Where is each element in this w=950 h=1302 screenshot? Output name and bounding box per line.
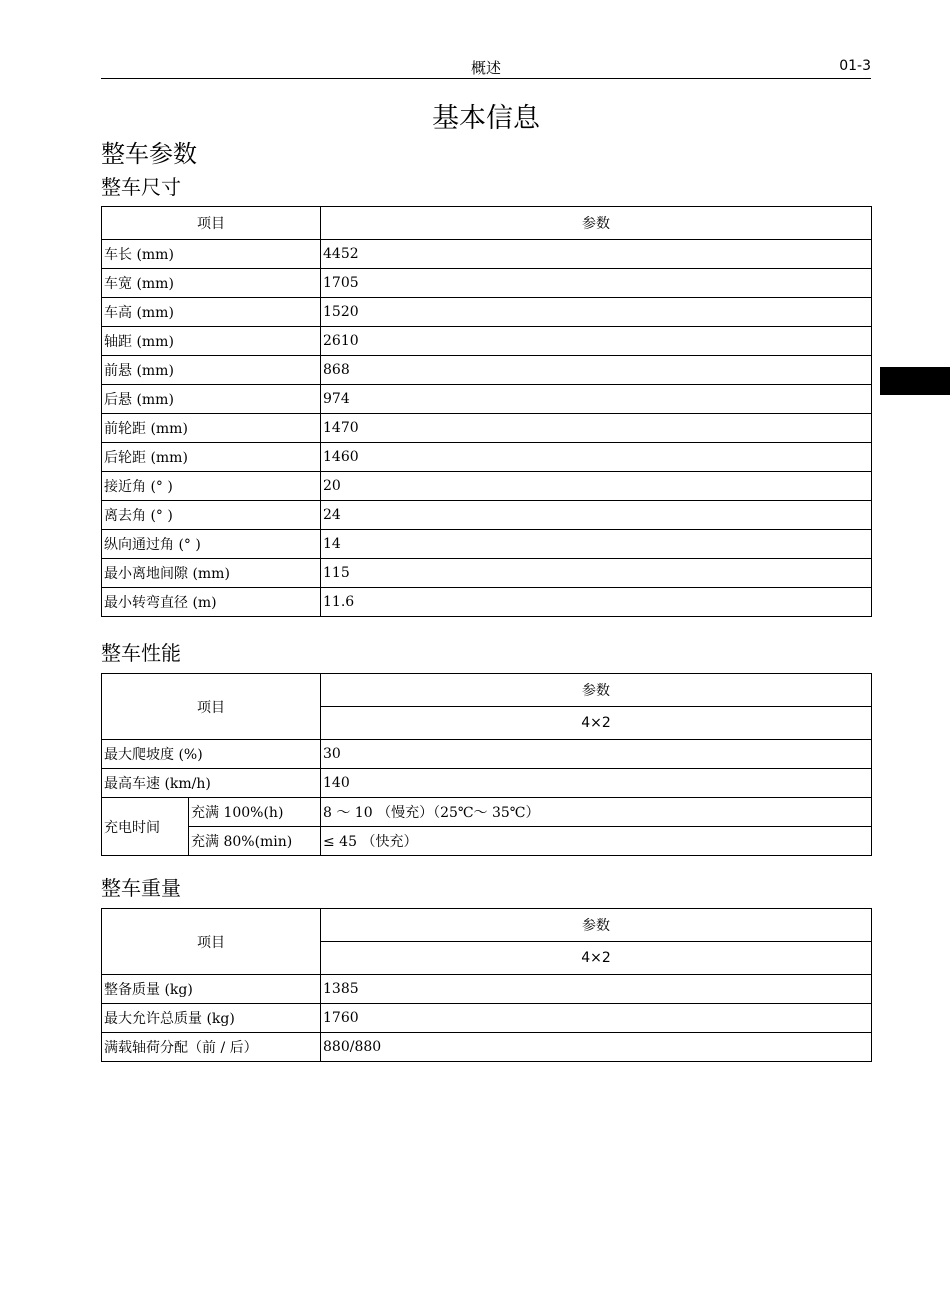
table-row — [102, 740, 872, 769]
row-value: 30 — [321, 740, 872, 769]
col-param-header: 参数 — [321, 909, 872, 942]
col-drive-header: 4×2 — [321, 707, 872, 740]
table-row — [102, 298, 872, 327]
row-item: 接近角 (° ) — [102, 472, 321, 501]
row-value: 2610 — [321, 327, 872, 356]
row-item: 最小转弯直径 (m) — [102, 588, 321, 617]
dimensions-table — [101, 206, 872, 617]
row-item: 前悬 (mm) — [102, 356, 321, 385]
row-item: 车宽 (mm) — [102, 269, 321, 298]
row-item: 后轮距 (mm) — [102, 443, 321, 472]
col-item-header: 项目 — [102, 207, 321, 240]
col-item-header: 项目 — [102, 674, 321, 740]
table-row — [102, 327, 872, 356]
row-value: 20 — [321, 472, 872, 501]
table-row — [102, 588, 872, 617]
table-header-row — [102, 909, 872, 942]
table-row — [102, 798, 872, 827]
performance-heading: 整车性能 — [101, 641, 181, 665]
row-item: 最大允许总质量 (kg) — [102, 1004, 321, 1033]
table-header-row — [102, 207, 872, 240]
page-header — [101, 56, 871, 79]
row-value: 14 — [321, 530, 872, 559]
row-value: 1385 — [321, 975, 872, 1004]
row-value: 1705 — [321, 269, 872, 298]
row-item: 车长 (mm) — [102, 240, 321, 269]
row-value: 1470 — [321, 414, 872, 443]
table-row — [102, 1004, 872, 1033]
table-row — [102, 975, 872, 1004]
row-item: 纵向通过角 (° ) — [102, 530, 321, 559]
row-item: 离去角 (° ) — [102, 501, 321, 530]
charge-time-label: 充电时间 — [102, 798, 189, 856]
row-value: 1520 — [321, 298, 872, 327]
row-value: 24 — [321, 501, 872, 530]
row-value: 974 — [321, 385, 872, 414]
table-row — [102, 414, 872, 443]
row-item: 轴距 (mm) — [102, 327, 321, 356]
header-page-number: 01-3 — [839, 58, 871, 74]
row-value: 1460 — [321, 443, 872, 472]
row-item: 最高车速 (km/h) — [102, 769, 321, 798]
col-drive-header: 4×2 — [321, 942, 872, 975]
row-item: 前轮距 (mm) — [102, 414, 321, 443]
row-item: 充满 100%(h) — [189, 798, 321, 827]
table-header-row — [102, 674, 872, 707]
weight-table — [101, 908, 872, 1062]
table-row — [102, 501, 872, 530]
table-row — [102, 1033, 872, 1062]
row-item: 最大爬坡度 (%) — [102, 740, 321, 769]
row-item: 后悬 (mm) — [102, 385, 321, 414]
row-value: 140 — [321, 769, 872, 798]
row-value: 880/880 — [321, 1033, 872, 1062]
weight-heading: 整车重量 — [101, 876, 181, 900]
col-param-header: 参数 — [321, 207, 872, 240]
row-value: 4452 — [321, 240, 872, 269]
table-row — [102, 269, 872, 298]
col-param-header: 参数 — [321, 674, 872, 707]
row-item: 充满 80%(min) — [189, 827, 321, 856]
table-row — [102, 385, 872, 414]
table-row — [102, 559, 872, 588]
table-row — [102, 827, 872, 856]
row-value: 1760 — [321, 1004, 872, 1033]
row-value: 8 ～ 10 （慢充）（25℃～ 35℃） — [321, 798, 872, 827]
col-item-header: 项目 — [102, 909, 321, 975]
row-item: 整备质量 (kg) — [102, 975, 321, 1004]
row-item: 车高 (mm) — [102, 298, 321, 327]
row-item: 满载轴荷分配（前 / 后） — [102, 1033, 321, 1062]
table-row — [102, 472, 872, 501]
table-row — [102, 769, 872, 798]
table-row — [102, 443, 872, 472]
row-value: 115 — [321, 559, 872, 588]
table-row — [102, 240, 872, 269]
table-row — [102, 356, 872, 385]
row-value: 11.6 — [321, 588, 872, 617]
dimensions-heading: 整车尺寸 — [101, 175, 181, 199]
table-row — [102, 530, 872, 559]
performance-table — [101, 673, 872, 856]
row-value: 868 — [321, 356, 872, 385]
chapter-tab-marker — [880, 367, 950, 395]
row-value: ≤ 45 （快充） — [321, 827, 872, 856]
row-item: 最小离地间隙 (mm) — [102, 559, 321, 588]
section-heading: 整车参数 — [101, 140, 197, 168]
page-title: 基本信息 — [432, 103, 540, 134]
header-section: 概述 — [470, 59, 501, 77]
